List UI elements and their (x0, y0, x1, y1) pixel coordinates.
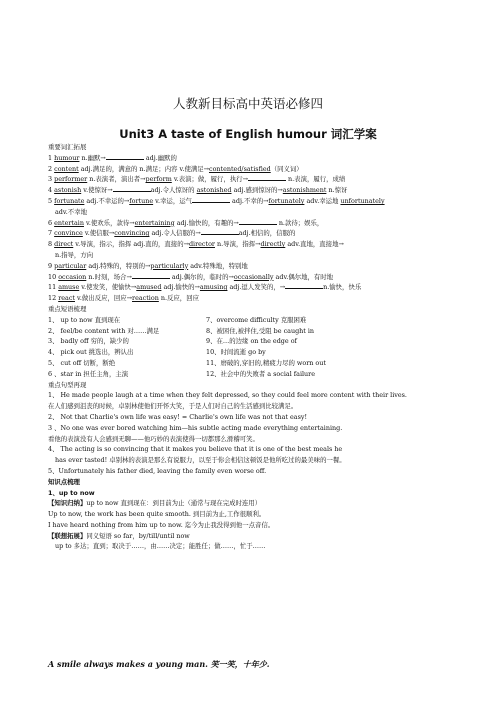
vocab-item: 7 convince v.使信服→convincing adj.令人信服的→ adj.相信的，信服的 (48, 229, 296, 238)
knowledge-item-title: 1、up to now (48, 488, 95, 497)
vocab-item: 5 fortunate adj.不幸运的→fortune v.幸运，运气 adj.不幸的→fortunately adv.幸运地 unfortunately (48, 196, 385, 205)
sentence-line: 1、 He made people laugh at a time when they felt depressed, so they could feel more content with their lives. (48, 391, 407, 400)
vocab-item: 12 react v.做出反应，回应→reaction n.反应，回应 (48, 294, 199, 303)
section-heading-bold: 知识点梳理 (48, 477, 80, 486)
phrase-row: 6 、star in 担任主角，主演 12、社会中的失败者 a social failure (48, 369, 315, 378)
example-sentence: Up to now, the work has been quite smooth. 到目前为止,工作很顺利。 (48, 510, 266, 519)
related-phrases-detail: up to 多达；直到；取决于……，由……决定；能胜任；做……，忙于…… (55, 542, 266, 551)
motto-text: A smile always makes a young man. 笑一笑，十年少. (48, 659, 270, 669)
vocab-item: 4 astonish v.使惊讶→ adj.令人惊讶的 astonished adj.感到惊讶的→astonishment n.惊讶 (48, 186, 348, 195)
sentence-line: 4、 The acting is so convincing that it makes you believe that it is one of the best meals he (48, 445, 343, 454)
document-subtitle: Unit3 A taste of English humour 词汇学案 (119, 127, 377, 141)
document-title: 人教新目标高中英语必修四 (172, 96, 323, 111)
vocab-item: 2 content adj.满足的，满意的 n.满足；内容 v.使满足→contented/satisfied（同义词） (48, 164, 303, 173)
phrase-row: 4、 pick out 挑选出，辨认出 10、时间流逝 go by (48, 348, 266, 357)
vocab-item: 9 particular adj.特殊的，特别的→particularly adv.特殊地，特别地 (48, 261, 248, 270)
vocab-item: 11 amuse v.使发笑，使愉快→amused adj.愉快的→amusing adj.逗人发笑的，→ n.愉快，快乐 (48, 283, 362, 292)
vocab-item-continued: adv.不幸地 (55, 207, 87, 216)
vocab-item: 8 direct v.导演，指示，指挥 adj.直的，直接的→director n.导演，指挥→directly adv.直地，直接地→ (48, 240, 344, 249)
section-heading: 重要词汇拓展 (48, 143, 87, 151)
sentence-line: 3 、No one was ever bored watching him—his subtle acting made everything entertaining. (48, 423, 343, 432)
sentence-line: 5、Unfortunately his father died, leaving the family even worse off. (48, 466, 267, 475)
vocab-item: 1 humour n.幽默→ adj.幽默的 (48, 153, 177, 162)
example-sentence: I have heard nothing from him up to now. 迄今为止我没得到他一点音信。 (48, 520, 275, 529)
vocab-item: 10 occasion n.时刻，场合→ adj.偶尔的，临时的→occasionally adv.偶尔地，有时地 (48, 272, 334, 281)
section-heading: 重点句型再现 (48, 380, 87, 389)
vocab-item: 6 entertain v.使欢乐，款待→entertaining adj.愉快的，有趣的→ n.款待；娱乐， (48, 218, 324, 227)
phrase-row: 1、 up to now 直到现在 7、overcome difficulty 克服困难 (48, 315, 307, 324)
phrase-row: 5、 cut off 切断，断绝 11、磨破的,穿旧的,精疲力尽的 worn out (48, 358, 326, 367)
phrase-row: 2、 feel/be content with 对……满足 8、被困住,被拌住,受阻 be caught in (48, 326, 315, 335)
sentence-line: 在人们感到沮丧的时候，卓别林使他们开怀大笑，于是人们对自己的生活感到比较满足。 (48, 402, 298, 411)
sentence-line: 2、 Not that Charlie's own life was easy! = Charlie's own life was not that easy! (48, 412, 308, 421)
phrase-row: 3、 badly off 穷的，缺少的 9、在…的边缘 on the edge of (48, 337, 297, 346)
sentence-line: has ever tasted! 卓别林的表演是那么有说服力，以至于你会相信这顿饭是他所吃过的最美味的一餐。 (55, 456, 346, 465)
sentence-line: 看他的表演没有人会感到无聊——他巧妙的表演使得一切都那么滑稽可笑。 (48, 434, 259, 443)
vocab-item-continued: n.指导，方向 (55, 250, 94, 259)
related-phrases: 【联想拓展】同义短语 so far，by/till/until now (48, 531, 190, 540)
vocab-item: 3 performer n.表演者，演出者→perform v.表演；做，履行，执行→ n.表演，履行，成绩 (48, 175, 346, 184)
knowledge-definition: 【知识归纳】up to now 直到现在：到目前为止（通常与现在完成时连用） (48, 499, 262, 508)
document-body (48, 142, 468, 552)
section-heading: 重点短语梳理 (48, 304, 87, 313)
